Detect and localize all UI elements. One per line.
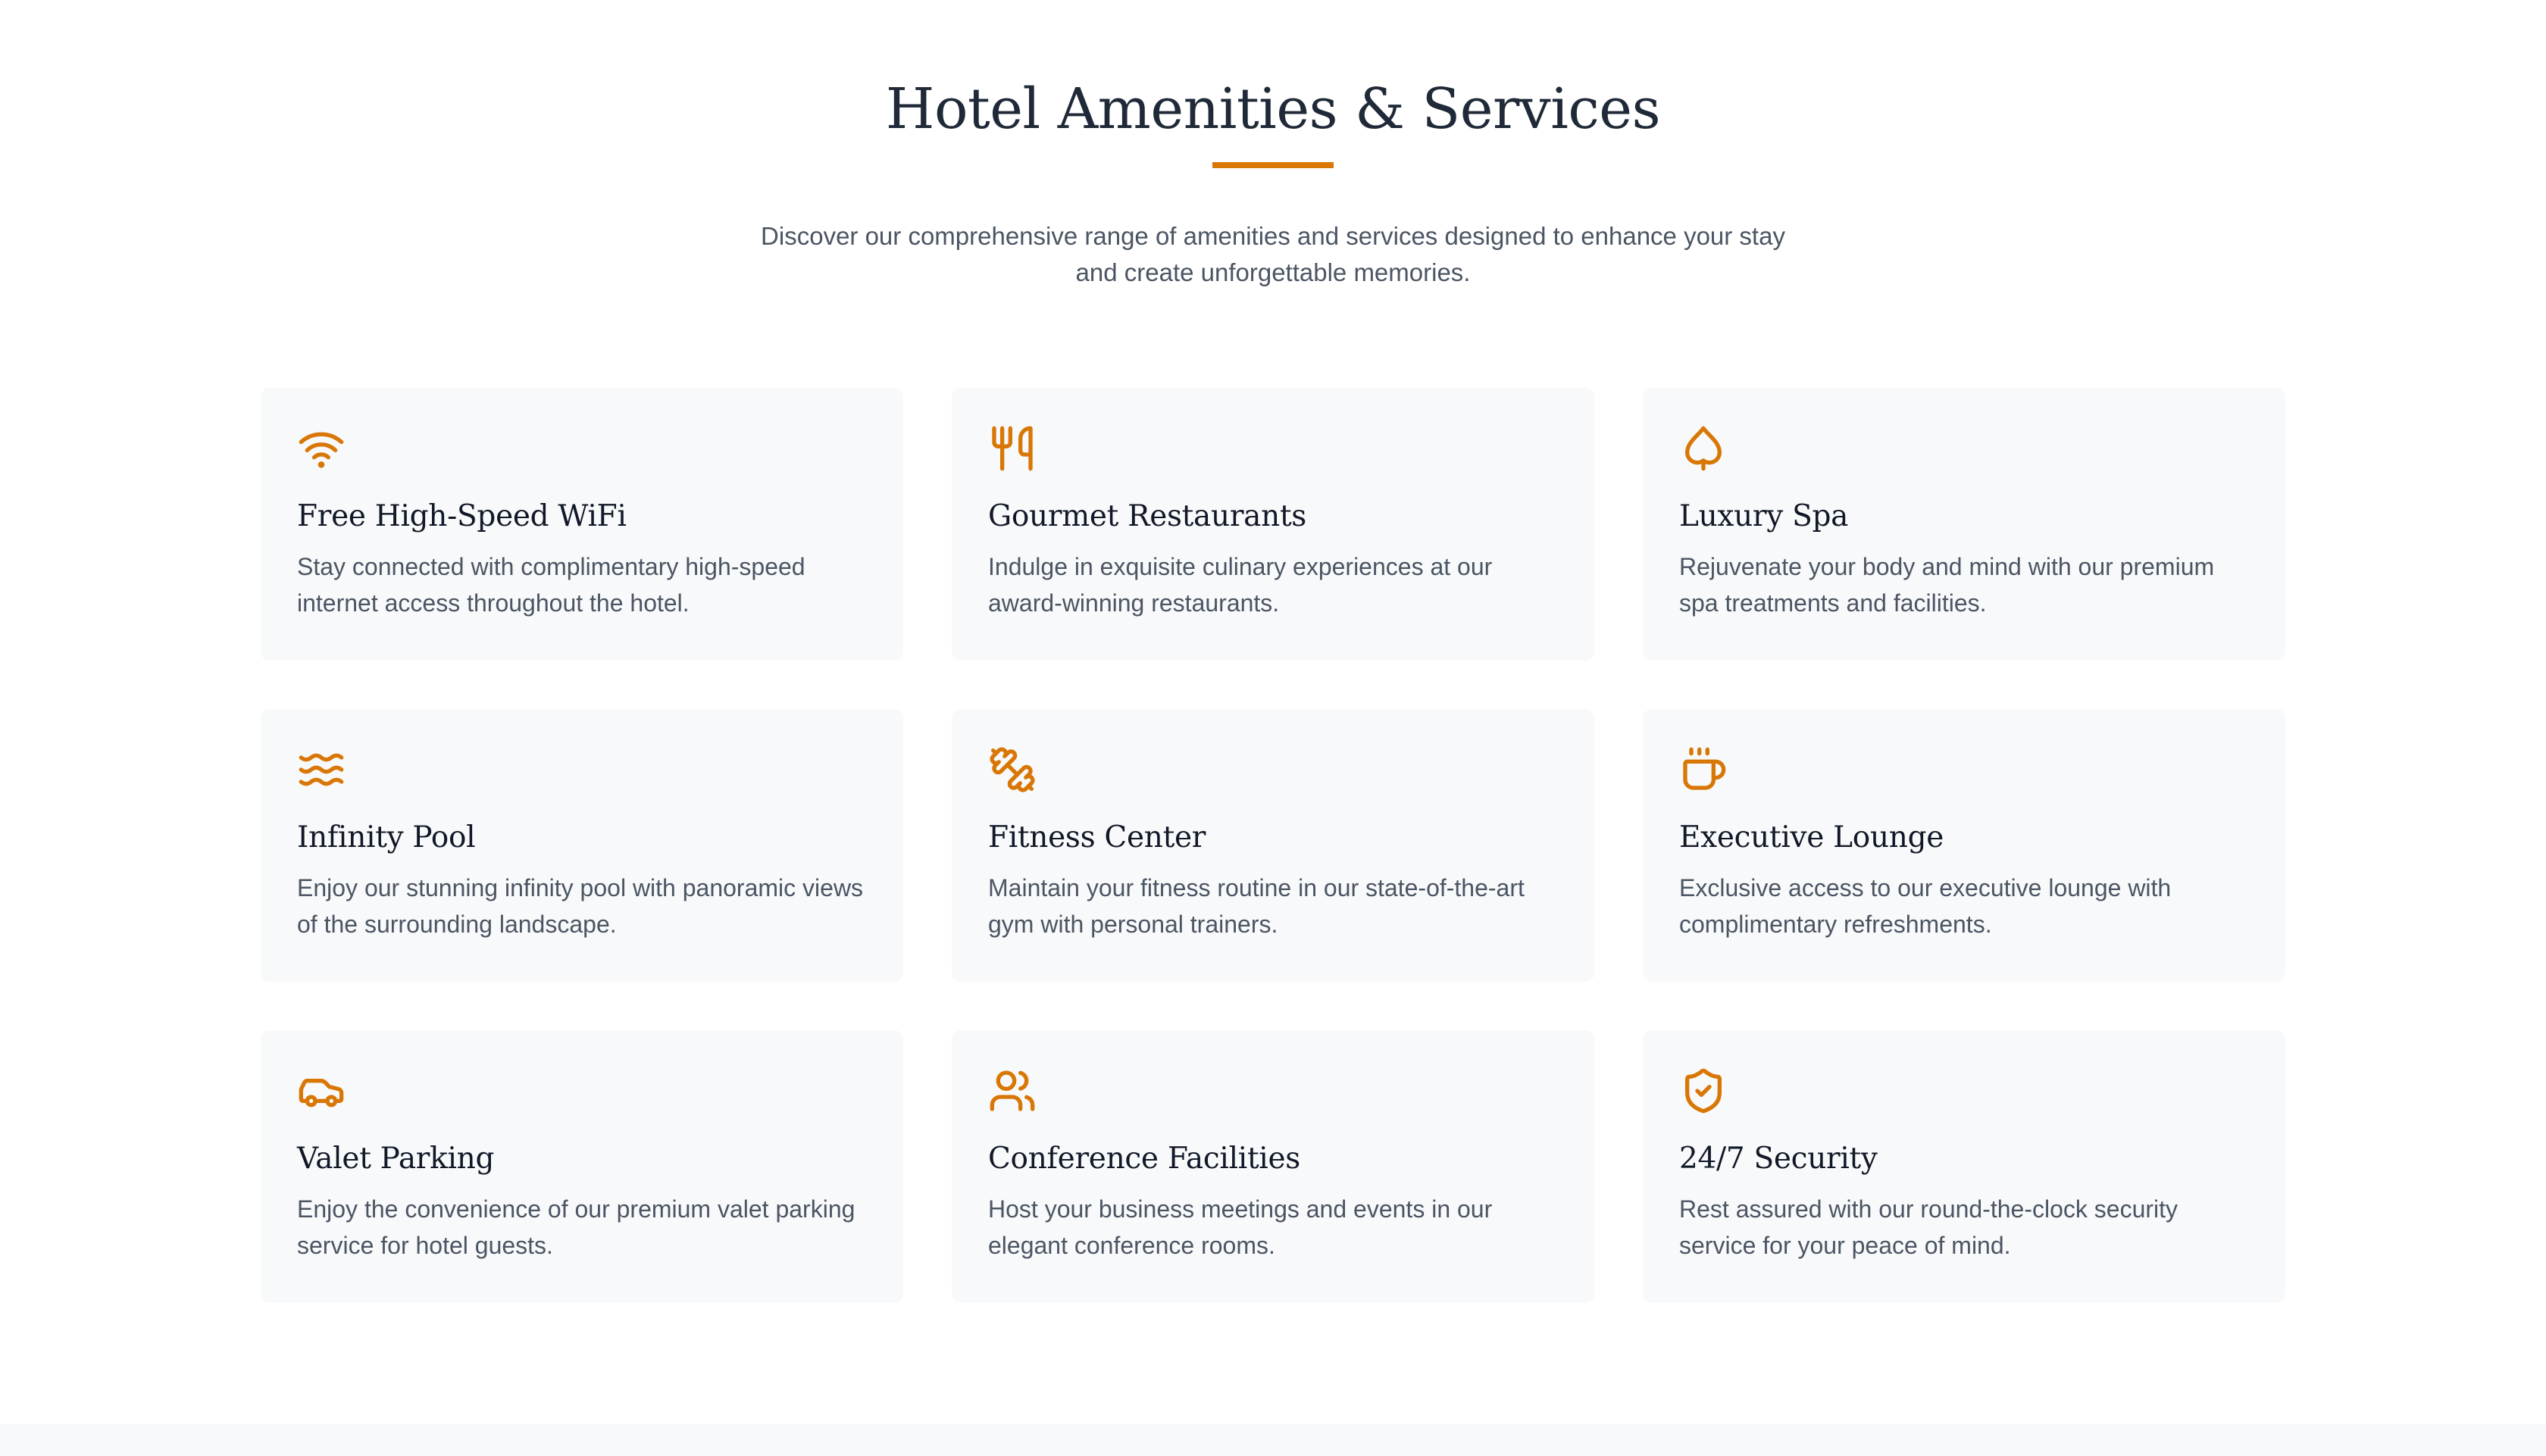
amenity-description: Host your business meetings and events in our elegant conference rooms. — [988, 1195, 1493, 1259]
amenity-card-fitness — [952, 709, 1594, 982]
amenity-description: Stay connected with complimentary high-speed internet access throughout the hotel. — [297, 553, 805, 617]
amenity-description: Enjoy our stunning infinity pool with panoramic views of the surrounding landscape. — [297, 874, 864, 938]
title-divider — [1212, 162, 1334, 168]
amenity-card-parking — [261, 1030, 903, 1303]
amenity-card-wifi — [261, 388, 903, 661]
page-subtitle: Discover our comprehensive range of amenities and services designed to enhance your stay and create unforgettable memories. — [761, 222, 1785, 286]
amenity-title: Conference Facilities — [988, 1142, 1300, 1176]
users-icon — [988, 1067, 1037, 1115]
coffee-icon — [1679, 745, 1728, 794]
amenity-title: 24/7 Security — [1679, 1142, 1878, 1176]
amenity-title: Luxury Spa — [1679, 499, 1849, 533]
amenity-title: Executive Lounge — [1679, 820, 1944, 855]
page-title: Hotel Amenities & Services — [885, 77, 1661, 142]
amenity-card-lounge — [1643, 709, 2285, 982]
amenity-title: Fitness Center — [988, 820, 1206, 855]
amenity-description: Maintain your fitness routine in our state-of-the-art gym with personal trainers. — [988, 874, 1525, 938]
amenity-title: Infinity Pool — [297, 820, 476, 855]
amenity-title: Free High-Speed WiFi — [297, 499, 627, 533]
amenity-title: Gourmet Restaurants — [988, 499, 1307, 533]
amenity-card-spa — [1643, 388, 2285, 661]
amenity-description: Enjoy the convenience of our premium valet parking service for hotel guests. — [297, 1195, 855, 1259]
spa-icon — [1679, 424, 1728, 473]
amenity-card-conference — [952, 1030, 1594, 1303]
amenity-description: Rejuvenate your body and mind with our premium spa treatments and facilities. — [1679, 553, 2215, 617]
utensils-icon — [988, 424, 1037, 473]
amenity-card-security — [1643, 1030, 2285, 1303]
amenity-description: Indulge in exquisite culinary experiences at our award-winning restaurants. — [988, 553, 1493, 617]
car-icon — [297, 1067, 346, 1115]
amenity-description: Exclusive access to our executive lounge with complimentary refreshments. — [1679, 874, 2172, 938]
amenities-grid — [261, 388, 2285, 1303]
amenity-title: Valet Parking — [297, 1142, 495, 1176]
amenity-description: Rest assured with our round-the-clock security service for your peace of mind. — [1679, 1195, 2178, 1259]
waves-icon — [297, 745, 346, 794]
wifi-icon — [297, 424, 346, 473]
dumbbell-icon — [988, 745, 1037, 794]
amenity-card-restaurants — [952, 388, 1594, 661]
amenity-card-pool — [261, 709, 903, 982]
shield-check-icon — [1679, 1067, 1728, 1115]
next-section-edge — [0, 1424, 2546, 1456]
